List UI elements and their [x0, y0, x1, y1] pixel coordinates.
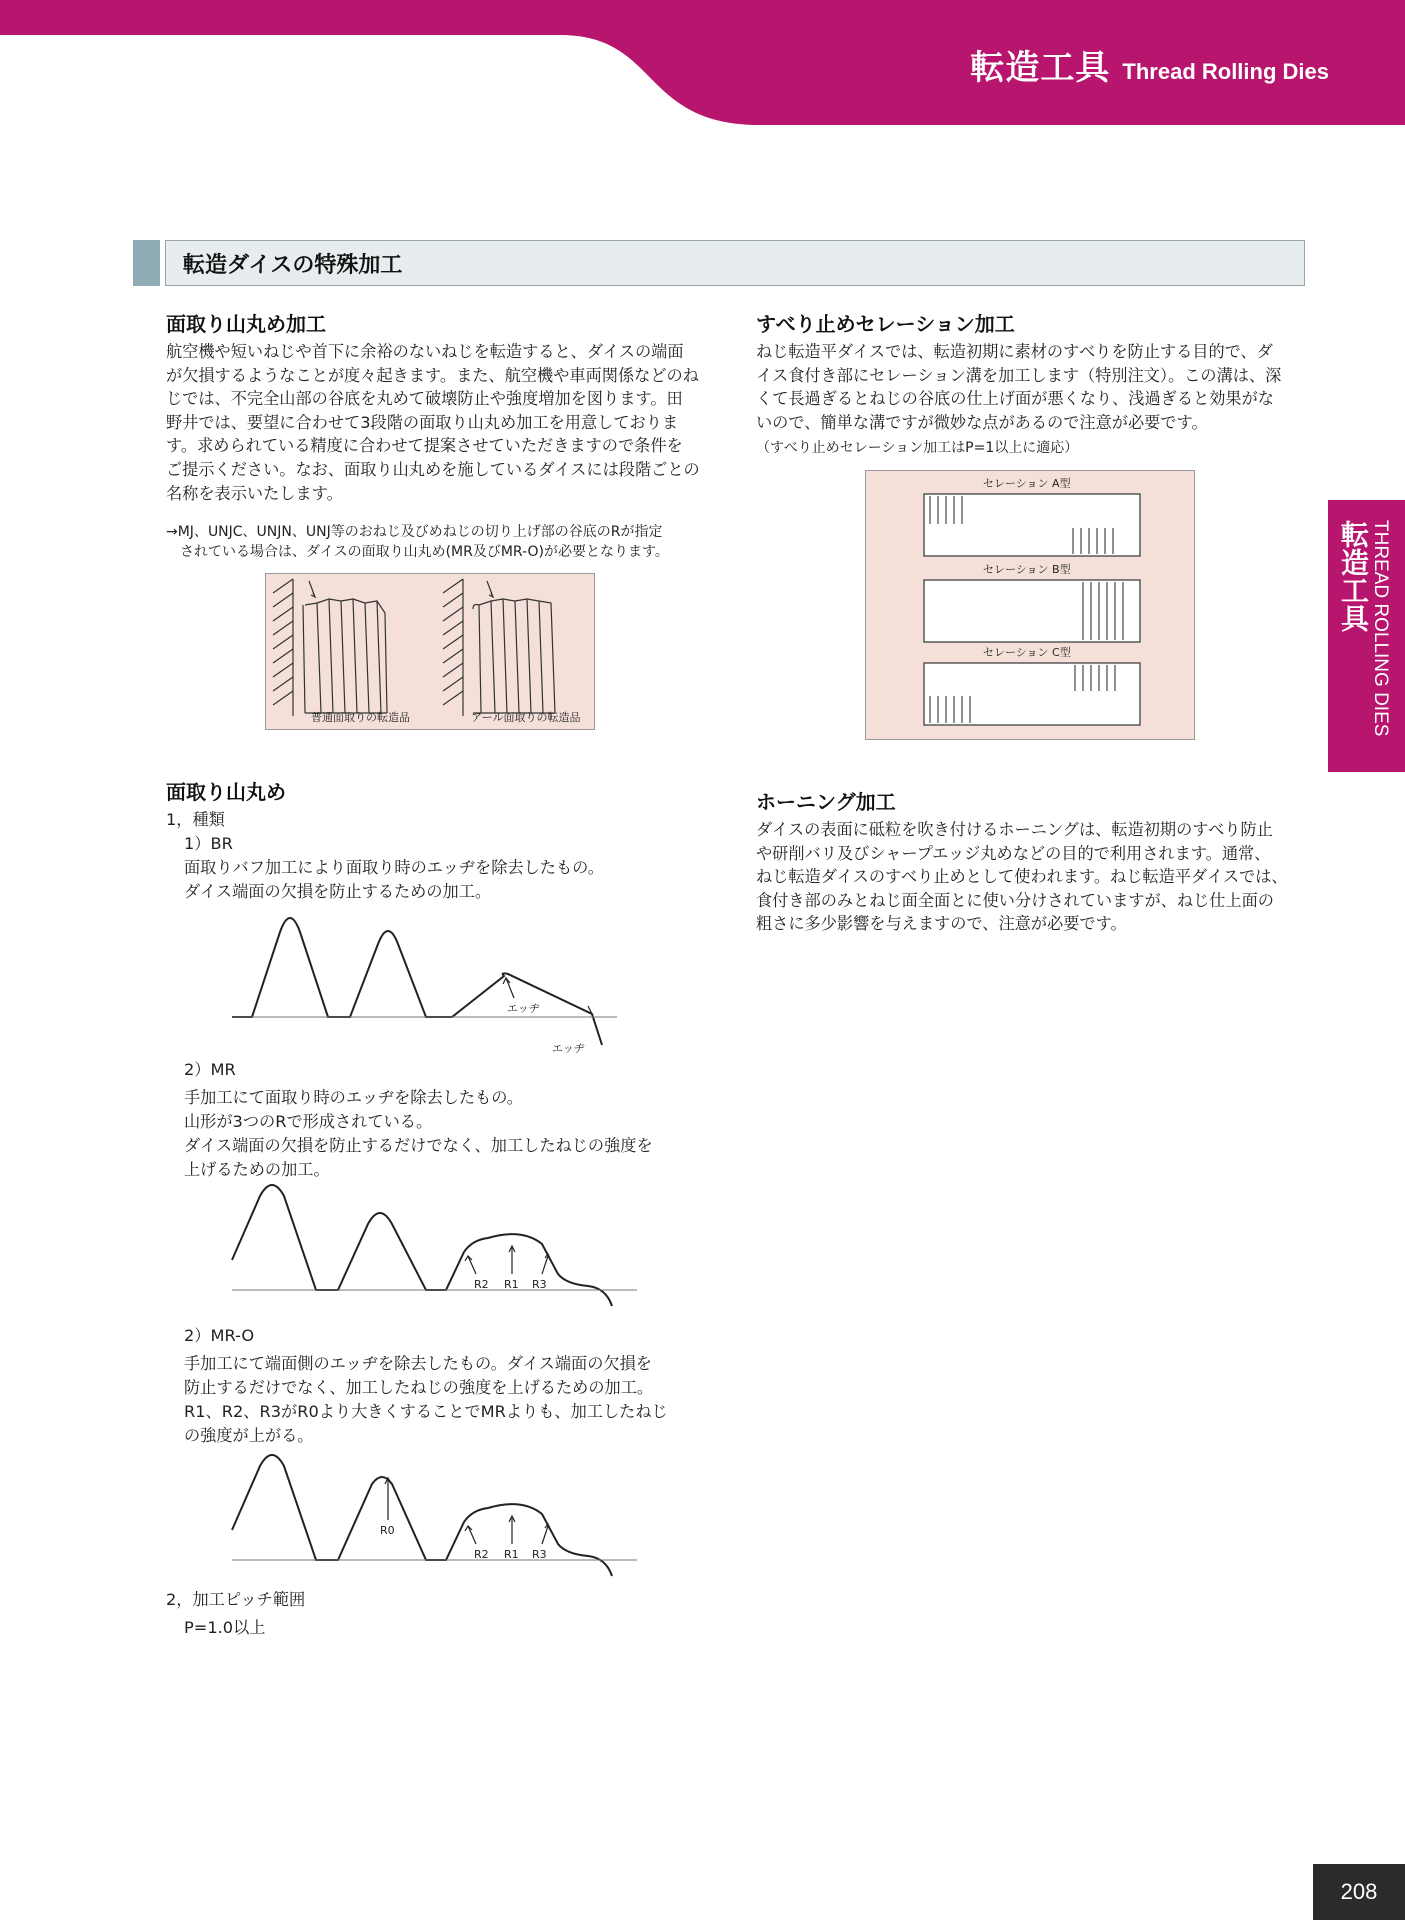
mro-label-r2: R2: [474, 1548, 489, 1561]
mro-label-r0: R0: [380, 1524, 395, 1537]
chamfer-heading: 面取り山丸め加工: [166, 312, 326, 336]
mr-line-1: 手加工にて面取り時のエッヂを除去したもの。: [184, 1088, 523, 1107]
chamfer-note: [166, 522, 726, 562]
section-title: 転造ダイスの特殊加工: [183, 253, 403, 278]
text-line: じでは、不完全山部の谷底を丸めて破壊防止や強度増加を図ります。田: [166, 389, 683, 409]
mro-line-2: 防止するだけでなく、加工したねじの強度を上げるための加工。: [184, 1378, 654, 1397]
br-diagram: [232, 910, 632, 1060]
text-line: ねじ転造平ダイスでは、転造初期に素材のすべりを防止する目的で、ダ: [756, 342, 1273, 361]
mr-line-4: 上げるための加工。: [184, 1160, 330, 1179]
text-line: が欠損するようなことが度々起きます。また、航空機や車両関係などのね: [166, 365, 699, 385]
br-line-2: ダイス端面の欠損を防止するための加工。: [184, 882, 492, 901]
rounding-item1: 1，種類: [166, 810, 225, 829]
text-line: いので、簡単な溝ですが微妙な点があるので注意が必要です。: [756, 412, 1208, 432]
serration-type-c: セレーション C型: [983, 646, 1071, 659]
section-accent: [133, 240, 160, 286]
note-line: →MJ、UNJC、UNJN、UNJ等のおねじ及びめねじの切り上げ部の谷底のRが指定: [166, 524, 663, 540]
page-number: 208: [1313, 1864, 1405, 1920]
mr-line-2: 山形が3つのRで形成されている。: [184, 1112, 433, 1131]
text-line: 粗さに多少影響を与えますので、注意が必要です。: [756, 914, 1127, 934]
text-line: イス食付き部にセレーション溝を加工します（特別注文）。この溝は、深: [756, 365, 1282, 385]
chamfer-figure: [265, 573, 595, 730]
mr-label-r3: R3: [532, 1278, 547, 1291]
mro-label-r3: R3: [532, 1548, 547, 1561]
mro-line-1: 手加工にて端面側のエッヂを除去したもの。ダイス端面の欠損を: [184, 1354, 652, 1373]
serration-note: （すべり止めセレーション加工はP=1以上に適応）: [756, 440, 1079, 456]
text-line: や研削バリ及びシャープエッジ丸めなどの目的で利用されます。通常、: [756, 843, 1271, 863]
serration-heading: すべり止めセレーション加工: [756, 312, 1015, 336]
caption-arc: アール面取りの転造品: [471, 711, 581, 724]
text-line: 名称を表示いたします。: [166, 483, 343, 503]
rounding-heading: 面取り山丸め: [166, 780, 286, 804]
mro-line-4: の強度が上がる。: [184, 1426, 314, 1445]
header-title: [970, 40, 1329, 89]
text-line: ねじ転造ダイスのすべり止めとして使われます。ねじ転造平ダイスでは、: [756, 867, 1288, 887]
text-line: す。求められている精度に合わせて提案させていただきますので条件を: [166, 436, 683, 456]
text-line: 野井では、要望に合わせて3段階の面取り山丸め加工を用意しておりま: [166, 412, 679, 432]
br-title: 1）BR: [184, 834, 233, 853]
caption-normal: 普通面取りの転造品: [311, 711, 410, 724]
serration-type-b: セレーション B型: [983, 563, 1071, 576]
mr-line-3: ダイス端面の欠損を防止するだけでなく、加工したねじの強度を: [184, 1136, 653, 1155]
text-line: くて長過ぎるとねじの谷底の仕上げ面が悪くなり、浅過ぎると効果がな: [756, 389, 1274, 409]
mro-diagram: [232, 1458, 652, 1598]
side-tab-jp: 転造工具: [1337, 520, 1370, 632]
serration-figure: [865, 470, 1195, 740]
mr-label-r2: R2: [474, 1278, 489, 1291]
mro-title: 2）MR-O: [184, 1326, 255, 1345]
section-title-bar: [133, 240, 1305, 284]
rounding-item2-value: P=1.0以上: [184, 1618, 266, 1637]
mro-line-3: R1、R2、R3がR0より大きくすることでMRよりも、加工したねじ: [184, 1402, 668, 1421]
text-line: ご提示ください。なお、面取り山丸めを施しているダイスには段階ごとの: [166, 459, 700, 479]
rounding-item2: 2，加工ピッチ範囲: [166, 1590, 306, 1609]
serration-paragraph: [756, 340, 1305, 434]
mr-diagram: [232, 1188, 652, 1328]
header-title-jp: 転造工具: [970, 48, 1111, 88]
br-line-1: 面取りバフ加工により面取り時のエッヂを除去したもの。: [184, 858, 604, 877]
mr-title: 2）MR: [184, 1060, 236, 1079]
text-line: 航空機や短いねじや首下に余裕のないねじを転造すると、ダイスの端面: [166, 342, 684, 361]
serration-type-a: セレーション A型: [983, 477, 1071, 490]
text-line: ダイスの表面に砥粒を吹き付けるホーニングは、転造初期のすべり防止: [756, 820, 1273, 839]
br-label-edge2: エッヂ: [552, 1042, 585, 1055]
header-title-en: Thread Rolling Dies: [1122, 59, 1329, 84]
honing-paragraph: [756, 818, 1305, 936]
br-label-edge1: エッヂ: [507, 1002, 540, 1015]
side-tab-en: THREAD ROLLING DIES: [1370, 520, 1391, 737]
chamfer-paragraph: [166, 340, 719, 505]
honing-heading: ホーニング加工: [756, 790, 896, 814]
mro-label-r1: R1: [504, 1548, 519, 1561]
side-tab: [1328, 500, 1405, 772]
note-line: されている場合は、ダイスの面取り山丸め(MR及びMR-O)が必要となります。: [166, 544, 669, 560]
mr-label-r1: R1: [504, 1278, 519, 1291]
text-line: 食付き部のみとねじ面全面とに使い分けされていますが、ねじ仕上面の: [756, 890, 1274, 910]
